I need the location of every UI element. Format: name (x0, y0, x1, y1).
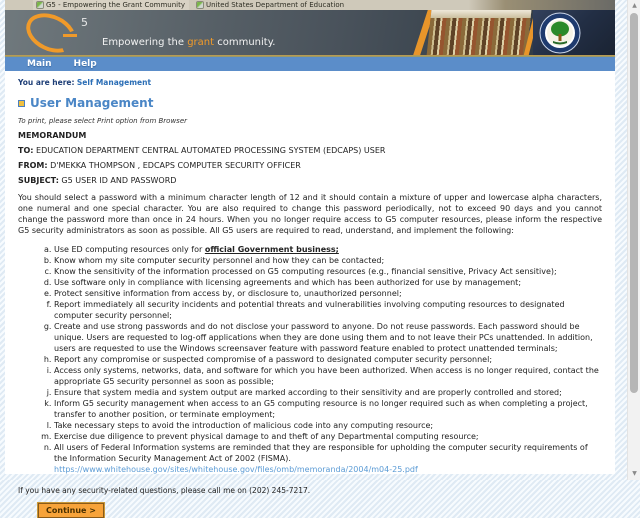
list-item: b. Know whom my site computer security personnel and how they can be contacted; (54, 255, 602, 266)
vertical-scrollbar[interactable] (627, 0, 640, 480)
rule-text: All users of Federal Information systems are reminded that they are responsible for upholding the computer security requirements of the Information Security Management Act of 2002 (FISMA). (54, 443, 588, 463)
contact-note: If you have any security-related questions, please call me on (202) 245-7217. (18, 486, 311, 495)
print-note: To print, please select Print option from Browser (18, 117, 188, 125)
list-item: l. Take necessary steps to avoid the introduction of malicious code into any computing resource; (54, 420, 602, 431)
memo-to-line (18, 146, 602, 155)
tagline-post: community. (214, 37, 276, 48)
to-label: TO: (18, 146, 34, 155)
list-item: j. Ensure that system media and system output are marked according to their sensitivity and are properly controlled and stored; (54, 387, 602, 398)
memo-from-line (18, 161, 602, 170)
tab-strip (5, 0, 615, 10)
tab-g5[interactable] (33, 0, 189, 10)
tab-ed-label: United States Department of Education (206, 1, 345, 9)
memorandum-heading (18, 131, 602, 140)
from-value: D'MEKKA THOMPSON , EDCAPS COMPUTER SECURITY OFFICER (47, 161, 301, 170)
intro-paragraph: You should select a password with a minimum character length of 12 and it should contain a mixture of upper and lowercase alpha characters, one numeral and one special character. You are also required to change this password periodically, not to exceed 90 days and you cannot change the password more than once in 24 hours. When you no longer require access to G5 computer resources, please inform the respective G5 security administrators as soon as possible. All G5 users are required to read, understand, and implement the following: (18, 193, 602, 235)
security-rules-list (18, 244, 602, 475)
main-menu-bar (5, 56, 615, 71)
menu-item-help[interactable]: Help (73, 59, 97, 69)
page-content (5, 71, 615, 518)
tab-ed[interactable] (193, 0, 348, 10)
list-item: f. Report immediately all security incidents and potential threats and vulnerabilities involving computing resources to designated computer security personnel; (54, 299, 602, 321)
page-title: User Management (30, 96, 154, 110)
rule-underlined-phrase: official Government business; (204, 245, 339, 254)
browser-window (5, 0, 615, 515)
section-bullet-icon (18, 100, 25, 107)
scrollbar-thumb[interactable] (630, 13, 638, 393)
breadcrumb-prefix: You are here: (18, 78, 75, 87)
list-item (54, 244, 602, 255)
list-item: m. Exercise due diligence to prevent physical damage to and theft of any Departmental computing resource; (54, 431, 602, 442)
list-item (54, 442, 602, 475)
g5-logo-bar (63, 34, 77, 37)
list-item: c. Know the sensitivity of the information processed on G5 computing resources (e.g., financial sensitive, Privacy Act sensitive); (54, 266, 602, 277)
menu-item-main[interactable]: Main (27, 59, 52, 69)
to-value: EDUCATION DEPARTMENT CENTRAL AUTOMATED PROCESSING SYSTEM (EDCAPS) USER (33, 146, 386, 155)
bookshelf-photo (427, 10, 532, 56)
tab-g5-label: G5 - Empowering the Grant Community (46, 1, 186, 9)
g5-logo-number: 5 (81, 16, 88, 29)
fisma-memorandum-link[interactable]: https://www.whitehouse.gov/sites/whitehouse.gov/files/omb/memoranda/2004/m04-25.pdf (54, 465, 418, 474)
memorandum-label: MEMORANDUM (18, 131, 87, 140)
continue-button[interactable]: Continue > (38, 503, 104, 518)
subject-label: SUBJECT: (18, 176, 59, 185)
g5-logo (20, 10, 82, 56)
list-item: g. Create and use strong passwords and do not disclose your password to anyone. Do not reuse passwords. Each password should be unique. Users are requested to log-off applications when they are done using them and to not leave their PCs unattended. In addition, users are requested to use the Windows screensaver feature with password feature enabled to protect unattended terminals; (54, 321, 602, 354)
banner-tagline (102, 37, 275, 48)
from-label: FROM: (18, 161, 48, 170)
scrollbar-up-arrow-icon[interactable]: ▲ (632, 2, 637, 9)
subject-value: G5 USER ID AND PASSWORD (58, 176, 177, 185)
g5-favicon-icon (37, 2, 43, 8)
list-item: h. Report any compromise or suspected compromise of a password to designated computer security personnel; (54, 354, 602, 365)
breadcrumb (18, 78, 602, 87)
g5-banner (5, 10, 615, 56)
page-title-row (18, 96, 602, 110)
list-item: k. Inform G5 security management when access to an G5 computing resource is no longer required such as when completing a project, transfer to another position, or terminate employment; (54, 398, 602, 420)
breadcrumb-link-self-management[interactable]: Self Management (76, 78, 152, 87)
ed-favicon-icon (197, 2, 203, 8)
department-of-education-seal-icon (539, 12, 581, 54)
list-item: d. Use software only in compliance with licensing agreements and which has been authorized for use by management; (54, 277, 602, 288)
list-item: e. Protect sensitive information from access by, or disclosure to, unauthorized personnel; (54, 288, 602, 299)
list-item: i. Access only systems, networks, data, and software for which you have been authorized. When access is no longer required, contact the appropriate G5 security personnel as soon as possible; (54, 365, 602, 387)
memo-subject-line (18, 176, 602, 185)
tagline-pre: Empowering the (102, 37, 188, 48)
scrollbar-down-arrow-icon[interactable]: ▼ (632, 470, 637, 477)
rule-text: Use ED computing resources only for (54, 245, 205, 254)
tagline-accent: grant (187, 37, 215, 48)
